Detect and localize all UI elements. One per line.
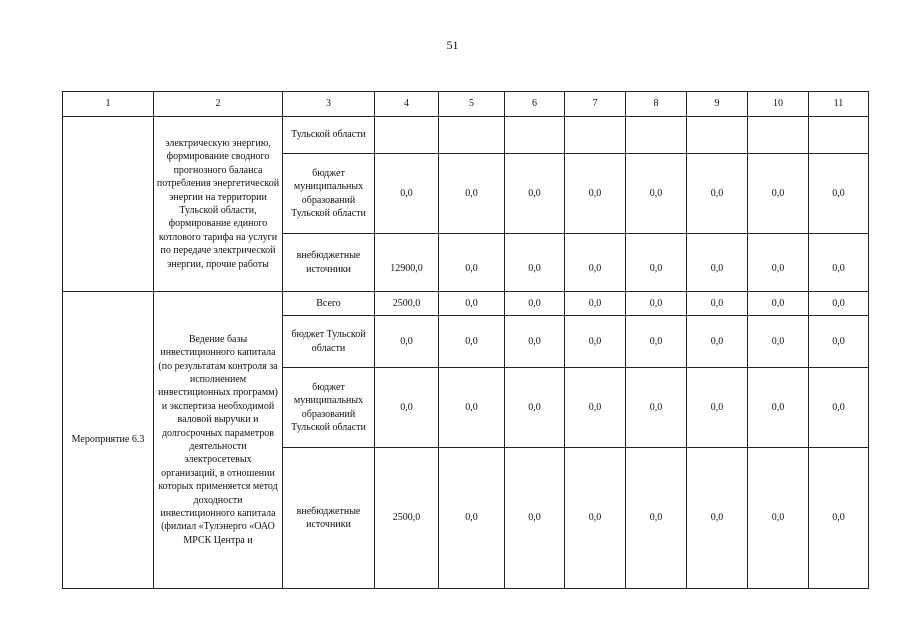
page-number: 51 [446, 38, 459, 52]
value-cell: 0,0 [687, 292, 748, 316]
column-header: 8 [626, 92, 687, 117]
value-cell: 0,0 [439, 292, 505, 316]
value-cell: 0,0 [626, 448, 687, 589]
value-cell: 0,0 [809, 448, 869, 589]
value-cell [505, 117, 565, 154]
column-header: 4 [375, 92, 439, 117]
value-cell [809, 117, 869, 154]
value-cell [748, 117, 809, 154]
value-cell: 0,0 [505, 234, 565, 292]
value-cell: 0,0 [565, 316, 626, 368]
value-cell: 0,0 [809, 368, 869, 448]
value-cell: 0,0 [565, 154, 626, 234]
value-cell: 0,0 [626, 292, 687, 316]
value-cell: 0,0 [748, 368, 809, 448]
value-cell: 0,0 [375, 154, 439, 234]
value-cell [375, 117, 439, 154]
value-cell: 0,0 [565, 448, 626, 589]
column-header: 3 [283, 92, 375, 117]
value-cell: 0,0 [687, 448, 748, 589]
value-cell [687, 117, 748, 154]
value-cell: 0,0 [439, 448, 505, 589]
funding-source-cell: бюджет муниципальных образований Тульской области [283, 368, 375, 448]
value-cell: 0,0 [375, 316, 439, 368]
event-cell [63, 117, 154, 292]
value-cell: 0,0 [809, 154, 869, 234]
value-cell: 2500,0 [375, 448, 439, 589]
value-cell: 0,0 [565, 234, 626, 292]
value-cell: 0,0 [809, 292, 869, 316]
column-header: 7 [565, 92, 626, 117]
value-cell: 0,0 [748, 448, 809, 589]
value-cell: 0,0 [439, 368, 505, 448]
value-cell: 0,0 [439, 234, 505, 292]
column-header: 6 [505, 92, 565, 117]
column-header: 5 [439, 92, 505, 117]
value-cell: 0,0 [687, 154, 748, 234]
value-cell: 0,0 [809, 234, 869, 292]
funding-source-cell: бюджет муниципальных образований Тульской области [283, 154, 375, 234]
column-header: 2 [154, 92, 283, 117]
value-cell: 0,0 [565, 368, 626, 448]
value-cell: 0,0 [626, 234, 687, 292]
value-cell: 0,0 [687, 368, 748, 448]
table-row [63, 117, 869, 154]
funding-source-cell: бюджет Тульской области [283, 316, 375, 368]
value-cell: 0,0 [687, 316, 748, 368]
value-cell: 0,0 [809, 316, 869, 368]
column-header: 10 [748, 92, 809, 117]
value-cell: 2500,0 [375, 292, 439, 316]
value-cell: 0,0 [505, 448, 565, 589]
value-cell: 0,0 [375, 368, 439, 448]
value-cell: 0,0 [505, 368, 565, 448]
event-cell: Мероприятие 6.3 [63, 292, 154, 589]
budget-table [62, 91, 869, 589]
value-cell: 0,0 [626, 368, 687, 448]
column-header: 11 [809, 92, 869, 117]
funding-source-cell: внебюджетные источники [283, 234, 375, 292]
value-cell: 0,0 [626, 316, 687, 368]
value-cell: 0,0 [748, 292, 809, 316]
value-cell: 0,0 [439, 316, 505, 368]
value-cell: 0,0 [439, 154, 505, 234]
column-header: 9 [687, 92, 748, 117]
column-number-row [63, 92, 869, 117]
value-cell: 0,0 [505, 316, 565, 368]
value-cell: 0,0 [505, 292, 565, 316]
funding-source-cell: Всего [283, 292, 375, 316]
value-cell: 0,0 [748, 316, 809, 368]
value-cell: 0,0 [565, 292, 626, 316]
table-row [63, 292, 869, 316]
funding-source-cell: Тульской области [283, 117, 375, 154]
column-header: 1 [63, 92, 154, 117]
value-cell [439, 117, 505, 154]
value-cell [626, 117, 687, 154]
value-cell: 0,0 [687, 234, 748, 292]
funding-source-cell: внебюджетные источники [283, 448, 375, 589]
value-cell: 0,0 [748, 234, 809, 292]
value-cell: 0,0 [748, 154, 809, 234]
value-cell: 12900,0 [375, 234, 439, 292]
value-cell: 0,0 [626, 154, 687, 234]
value-cell [565, 117, 626, 154]
description-cell: Ведение базы инвестиционного капитала (по результатам контроля за исполнением инвестиционных программ) и экспертиза необходимой валовой выручки и долгосрочных параметров деятельности электросетевых организаций, в отношении которых применяется метод доходности инвестиционного капитала (филиал «Тулэнерго «ОАО МРСК Центра и [154, 292, 283, 589]
description-cell: электрическую энергию, формирование сводного прогнозного баланса потребления энергетической энергии на территории Тульской области, формирование единого котлового тарифа на услуги по передаче электрической энергии, прочие работы [154, 117, 283, 292]
value-cell: 0,0 [505, 154, 565, 234]
